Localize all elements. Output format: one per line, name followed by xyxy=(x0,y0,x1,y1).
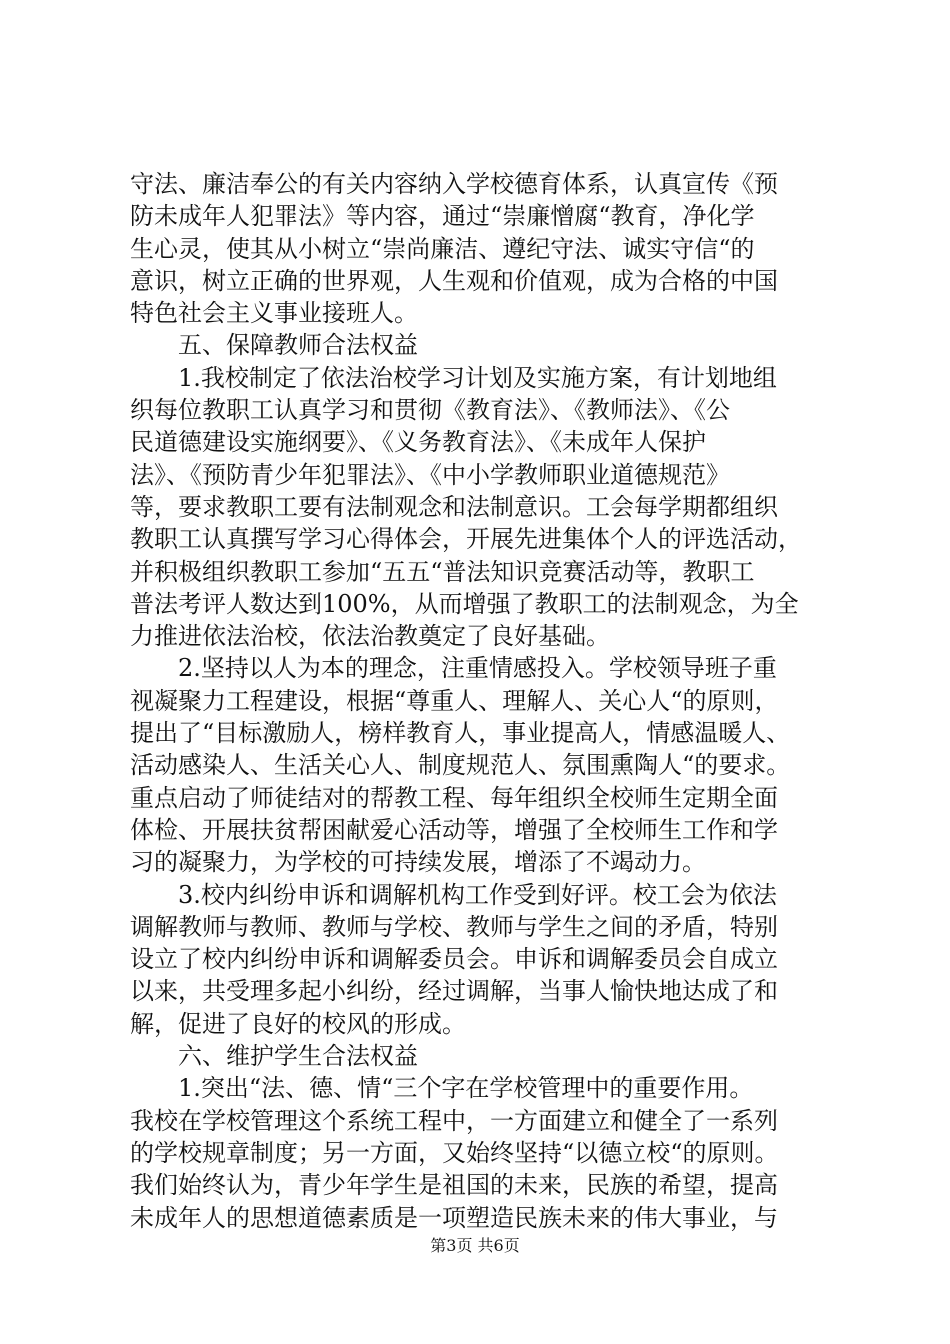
text-line: 1.我校制定了依法治校学习计划及实施方案，有计划地组 xyxy=(178,363,777,392)
text-line: 3.校内纠纷申诉和调解机构工作受到好评。校工会为依法 xyxy=(178,880,777,909)
text-line: 活动感染人、生活关心人、制度规范人、氛围熏陶人“的要求。 xyxy=(130,751,791,780)
text-line: 意识，树立正确的世界观，人生观和价值观，成为合格的中国 xyxy=(130,266,778,295)
document-body xyxy=(130,168,830,1234)
text-line: 提出了“目标激励人，榜样教育人，事业提高人，情感温暖人、 xyxy=(130,719,791,748)
text-line: 设立了校内纠纷申诉和调解委员会。申诉和调解委员会自成立 xyxy=(130,945,778,974)
text-line: 重点启动了师徒结对的帮教工程、每年组织全校师生定期全面 xyxy=(130,783,778,812)
text-line: 以来，共受理多起小纠纷，经过调解，当事人愉快地达成了和 xyxy=(130,977,778,1006)
text-line: 未成年人的思想道德素质是一项塑造民族未来的伟大事业，与 xyxy=(130,1203,778,1232)
text-line: 普法考评人数达到100%，从而增强了教职工的法制观念，为全 xyxy=(130,589,799,618)
text-line: 我校在学校管理这个系统工程中，一方面建立和健全了一系列 xyxy=(130,1106,778,1135)
text-line: 我们始终认为，青少年学生是祖国的未来，民族的希望，提高 xyxy=(130,1171,778,1200)
text-line: 法》、《预防青少年犯罪法》、《中小学教师职业道德规范》 xyxy=(130,460,730,489)
text-line: 守法、廉洁奉公的有关内容纳入学校德育体系，认真宣传《预 xyxy=(130,170,778,198)
text-line: 1.突出“法、德、情“三个字在学校管理中的重要作用。 xyxy=(178,1074,754,1103)
page-footer: 第3页 共6页 xyxy=(430,1236,520,1255)
text-line: 六、维护学生合法权益 xyxy=(178,1042,418,1071)
text-line: 2.坚持以人为本的理念，注重情感投入。学校领导班子重 xyxy=(178,654,777,683)
text-line: 防未成年人犯罪法》等内容，通过“崇廉憎腐“教育，净化学 xyxy=(130,202,755,231)
text-line: 五、保障教师合法权益 xyxy=(178,331,418,360)
text-line: 织每位教职工认真学习和贯彻《教育法》、《教师法》、《公 xyxy=(130,396,730,425)
text-line: 民道德建设实施纲要》、《义务教育法》、《未成年人保护 xyxy=(130,428,706,457)
text-line: 视凝聚力工程建设，根据“尊重人、理解人、关心人“的原则， xyxy=(130,686,779,715)
text-line: 力推进依法治校，依法治教奠定了良好基础。 xyxy=(130,622,610,651)
text-line: 体检、开展扶贫帮困献爱心活动等，增强了全校师生工作和学 xyxy=(130,815,778,844)
text-line: 并积极组织教职工参加“五五“普法知识竞赛活动等，教职工 xyxy=(130,557,755,586)
text-line: 教职工认真撰写学习心得体会，开展先进集体个人的评选活动， xyxy=(130,525,802,554)
text-line: 习的凝聚力，为学校的可持续发展，增添了不竭动力。 xyxy=(130,848,706,877)
text-line: 特色社会主义事业接班人。 xyxy=(130,299,418,328)
text-line: 调解教师与教师、教师与学校、教师与学生之间的矛盾，特别 xyxy=(130,912,778,941)
text-line: 等，要求教职工要有法制观念和法制意识。工会每学期都组织 xyxy=(130,492,778,521)
text-line: 解，促进了良好的校风的形成。 xyxy=(130,1009,466,1038)
text-line: 的学校规章制度；另一方面，又始终坚持“以德立校“的原则。 xyxy=(130,1138,779,1167)
text-line: 生心灵，使其从小树立“崇尚廉洁、遵纪守法、诚实守信“的 xyxy=(130,234,755,263)
